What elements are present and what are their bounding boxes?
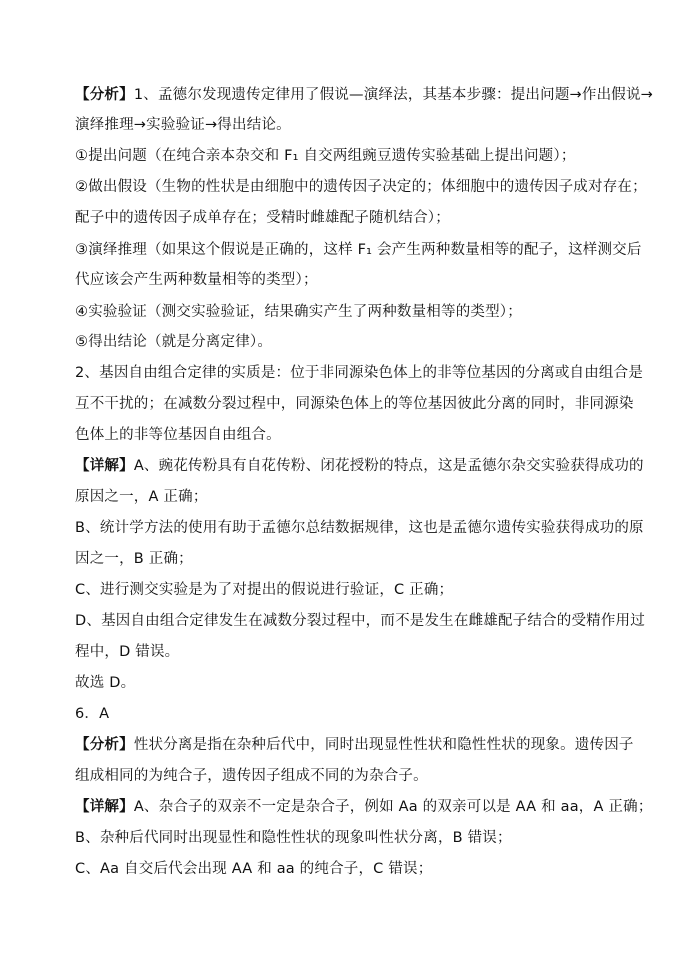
text-line: ③演绎推理（如果这个假说是正确的，这样 F₁ 会产生两种数量相等的配子，这样测交后	[75, 242, 642, 258]
text-line: 演绎推理→实验验证→得出结论。	[75, 117, 291, 133]
text-line: ①提出问题（在纯合亲本杂交和 F₁ 自交两组豌豆遗传实验基础上提出问题）；	[75, 148, 576, 164]
text-line: 程中，D 错误。	[75, 644, 180, 660]
line-text: A、杂合子的双亲不一定是杂合子，例如 Aa 的双亲可以是 AA 和 aa，A 正确；	[133, 799, 653, 815]
question-answer: 6．A	[75, 706, 110, 722]
text-line: 2、基因自由组合定律的实质是：位于非同源染色体上的非等位基因的分离或自由组合是	[75, 365, 644, 381]
text-line: C、进行测交实验是为了对提出的假说进行验证，C 正确；	[75, 582, 454, 598]
text-line	[75, 797, 653, 817]
line-text: A、豌花传粉具有自花传粉、闭花授粉的特点，这是孟德尔杂交实验获得成功的	[133, 458, 644, 474]
text-line	[75, 85, 653, 105]
section-tag-detail: 【详解】	[75, 458, 134, 474]
text-line	[75, 735, 634, 755]
text-line: 配子中的遗传因子成单存在；受精时雌雄配子随机结合）；	[75, 210, 450, 226]
text-line	[75, 456, 644, 476]
text-line: B、杂种后代同时出现显性和隐性性状的现象叫性状分离，B 错误；	[75, 830, 512, 846]
text-line: ④实验验证（测交实验验证，结果确实产生了两种数量相等的类型）；	[75, 304, 522, 320]
section-tag-analysis: 【分析】	[75, 87, 134, 103]
text-line: 故选 D。	[75, 675, 136, 691]
text-line: 因之一，B 正确；	[75, 551, 193, 567]
section-tag-analysis: 【分析】	[75, 737, 134, 753]
text-line: 色体上的非等位基因自由组合。	[75, 427, 281, 443]
text-line: ②做出假设（生物的性状是由细胞中的遗传因子决定的；体细胞中的遗传因子成对存在；	[75, 179, 647, 195]
text-line: 组成相同的为纯合子，遗传因子组成不同的为杂合子。	[75, 768, 428, 784]
text-line: C、Aa 自交后代会出现 AA 和 aa 的纯合子，C 错误；	[75, 861, 433, 877]
text-line: ⑤得出结论（就是分离定律）。	[75, 334, 273, 350]
section-tag-detail: 【详解】	[75, 799, 134, 815]
text-line: 原因之一，A 正确；	[75, 489, 208, 505]
text-line: D、基因自由组合定律发生在减数分裂过程中，而不是发生在雌雄配子结合的受精作用过	[75, 613, 645, 629]
line-text: 性状分离是指在杂种后代中，同时出现显性性状和隐性性状的现象。遗传因子	[133, 737, 634, 753]
text-line: 互不干扰的；在减数分裂过程中，同源染色体上的等位基因彼此分离的同时，非同源染	[75, 396, 634, 412]
text-line: 代应该会产生两种数量相等的类型）；	[75, 272, 318, 288]
line-text: 1、孟德尔发现遗传定律用了假说—演绎法，其基本步骤：提出问题→作出假说→	[133, 87, 654, 103]
text-line: B、统计学方法的使用有助于孟德尔总结数据规律，这也是孟德尔遗传实验获得成功的原	[75, 520, 644, 536]
